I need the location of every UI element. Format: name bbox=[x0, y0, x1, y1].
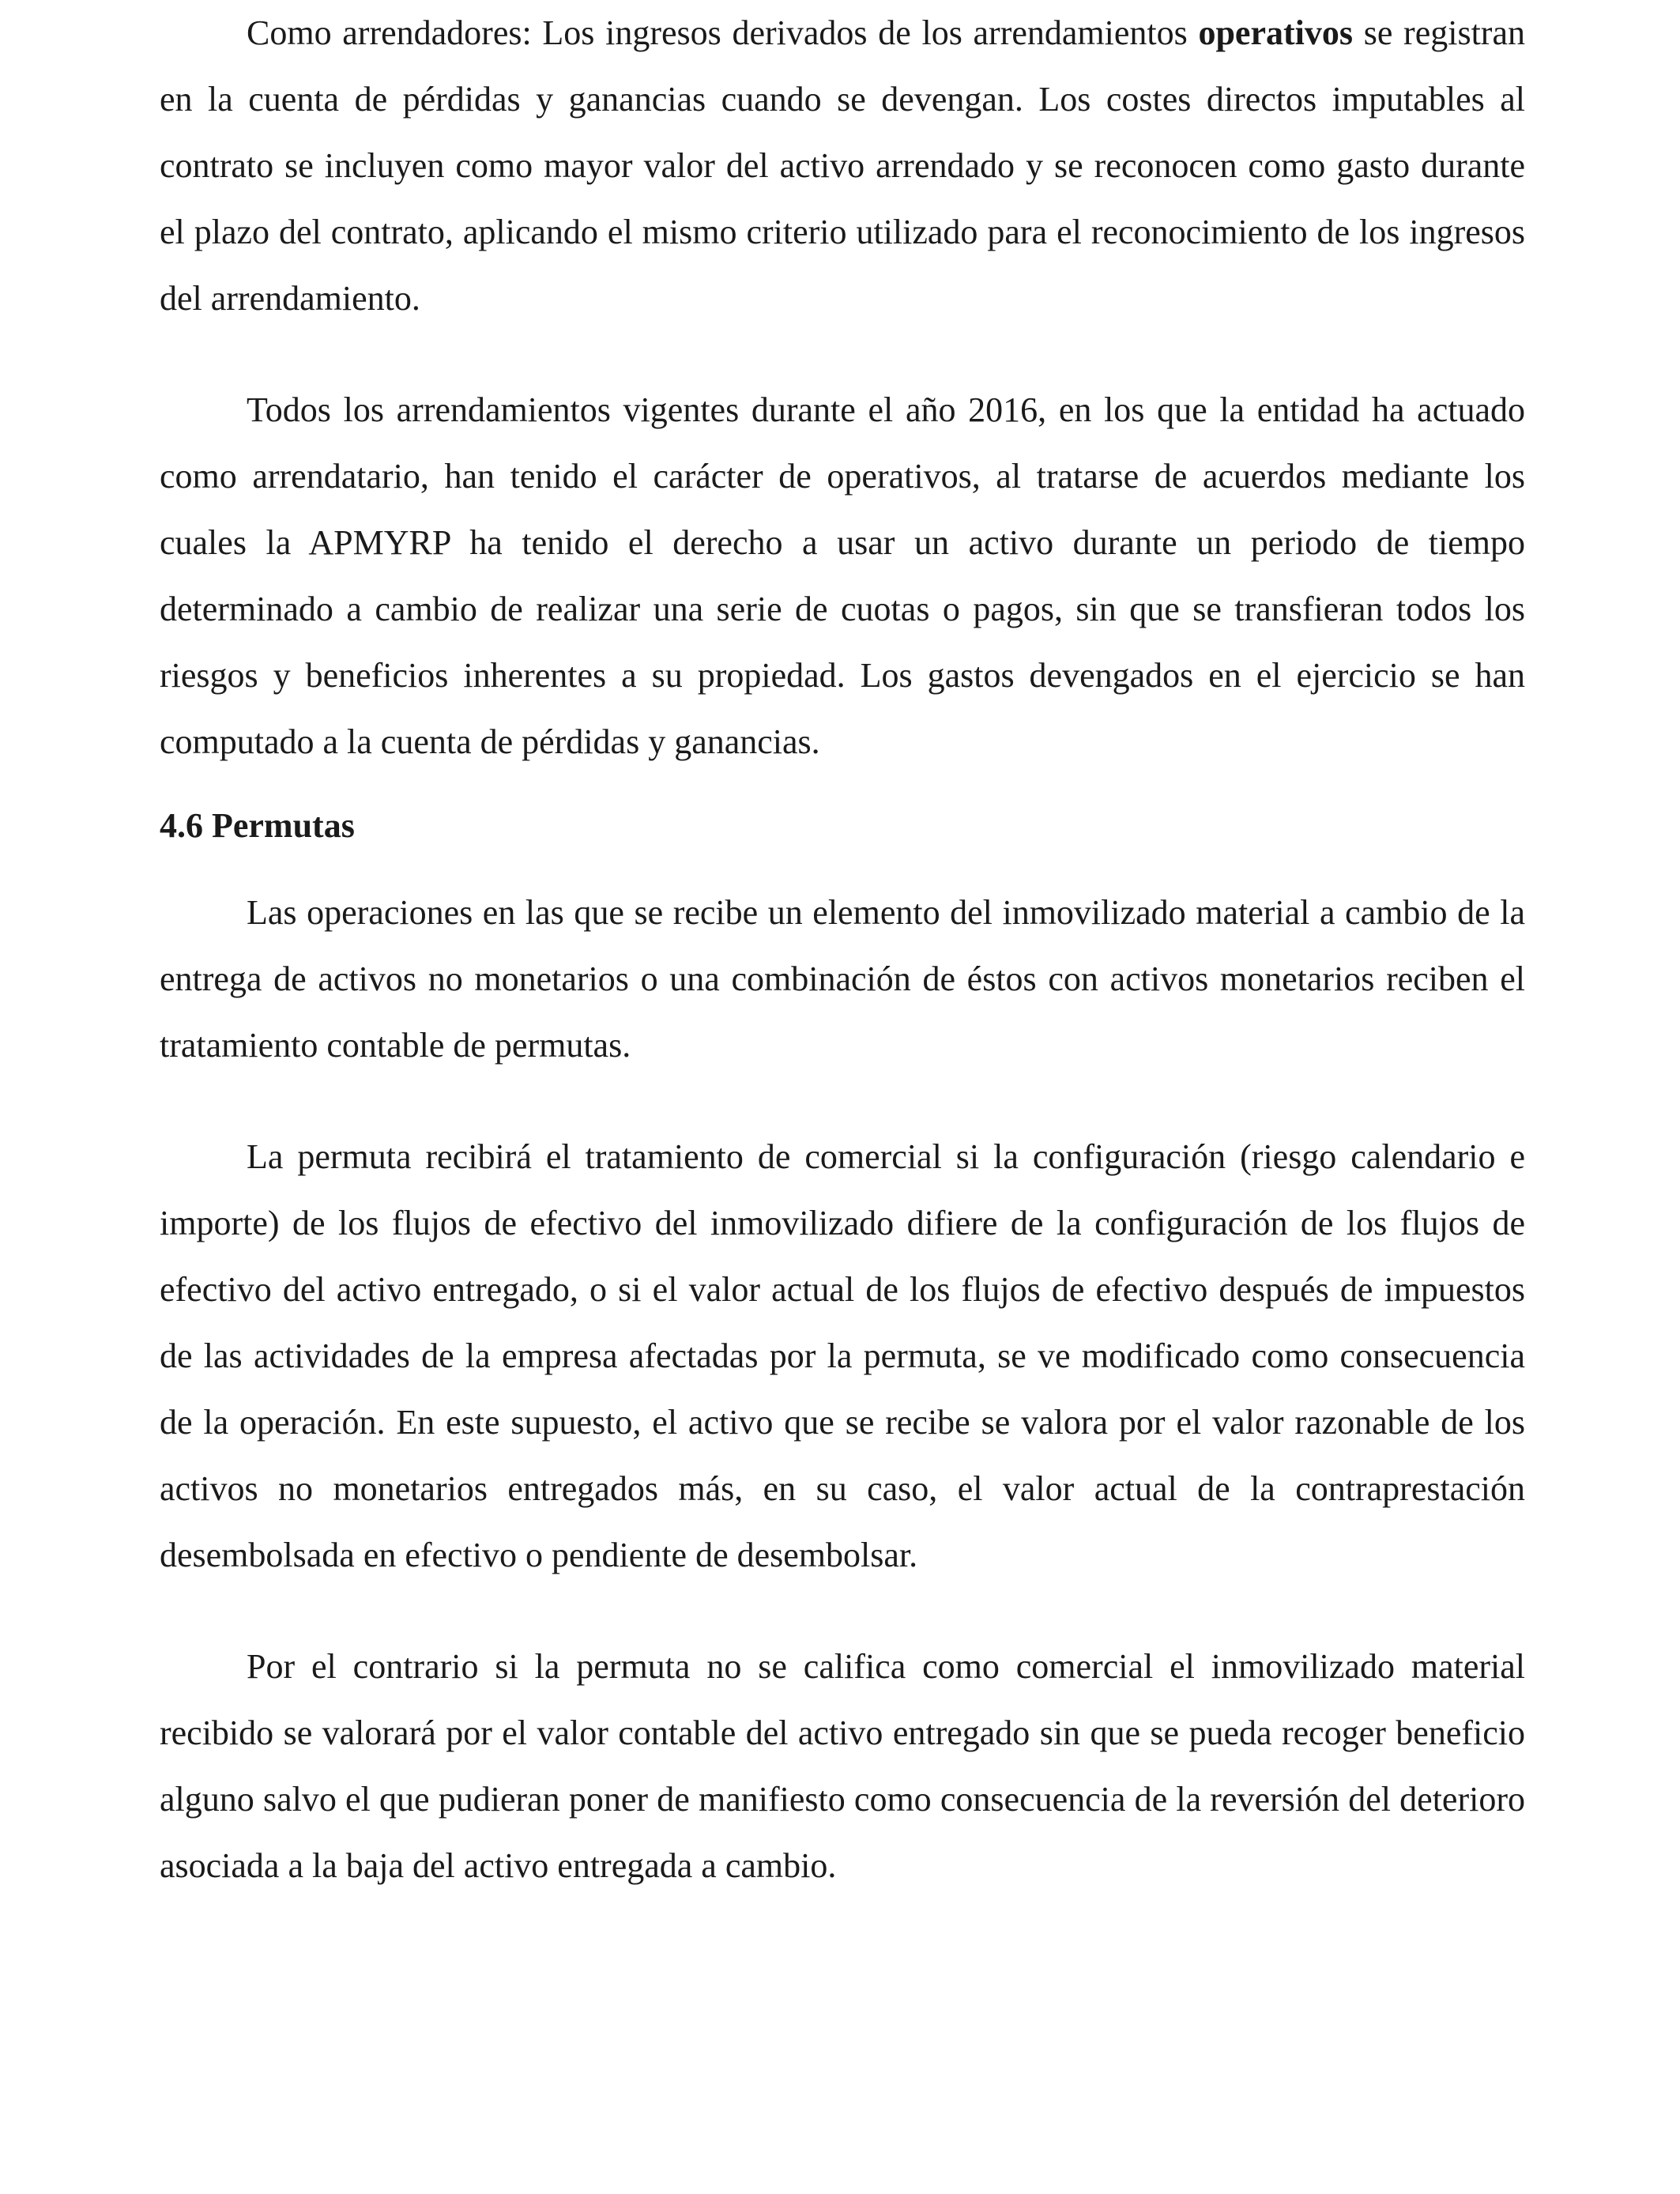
paragraph-permuta-no-comercial: Por el contrario si la permuta no se califica como comercial el inmovilizado material recibido se valorará por el valor contable del activo entregado sin que se pueda recoger beneficio alguno salvo el que pudieran poner de manifiesto como consecuencia de la reversión del deterioro asociada a la baja del activo entregada a cambio. bbox=[160, 1647, 1525, 1885]
paragraph-arrendamientos-vigentes: Todos los arrendamientos vigentes durante el año 2016, en los que la entidad ha actuado como arrendatario, han tenido el carácter de operativos, al tratarse de acuerdos mediante los cuales la APMYRP ha tenido el derecho a usar un activo durante un periodo de tiempo determinado a cambio de realizar una serie de cuotas o pagos, sin que se transfieran todos los riesgos y beneficios inherentes a su propiedad. Los gastos devengados en el ejercicio se han computado a la cuenta de pérdidas y ganancias. bbox=[160, 390, 1525, 761]
paragraph-arrendadores-end: se registran en la cuenta de pérdidas y ganancias cuando se devengan. Los costes directos imputables al contrato se incluyen como mayor valor del activo arrendado y se reconocen como gasto durante el plazo del contrato, aplicando el mismo criterio utilizado para el reconocimiento de los ingresos del arrendamiento. bbox=[160, 13, 1525, 318]
paragraph-operaciones-permuta: Las operaciones en las que se recibe un elemento del inmovilizado material a cambio de la entrega de activos no monetarios o una combinación de éstos con activos monetarios reciben el tratamiento contable de permutas. bbox=[160, 893, 1525, 1065]
bold-term-operativos: operativos bbox=[1198, 13, 1353, 52]
document-page bbox=[160, 0, 1525, 1899]
paragraph-arrendadores-start: Como arrendadores: Los ingresos derivados de los arrendamientos bbox=[247, 13, 1199, 52]
section-heading-permutas: 4.6 Permutas bbox=[160, 806, 355, 845]
paragraph-arrendadores bbox=[160, 0, 1525, 332]
paragraph-permuta-comercial: La permuta recibirá el tratamiento de comercial si la configuración (riesgo calendario e importe) de los flujos de efectivo del inmovilizado difiere de la configuración de los flujos de efectivo del activo entregado, o si el valor actual de los flujos de efectivo después de impuestos de las actividades de la empresa afectadas por la permuta, se ve modificado como consecuencia de la operación. En este supuesto, el activo que se recibe se valora por el valor razonable de los activos no monetarios entregados más, en su caso, el valor actual de la contraprestación desembolsada en efectivo o pendiente de desembolsar. bbox=[160, 1137, 1525, 1574]
